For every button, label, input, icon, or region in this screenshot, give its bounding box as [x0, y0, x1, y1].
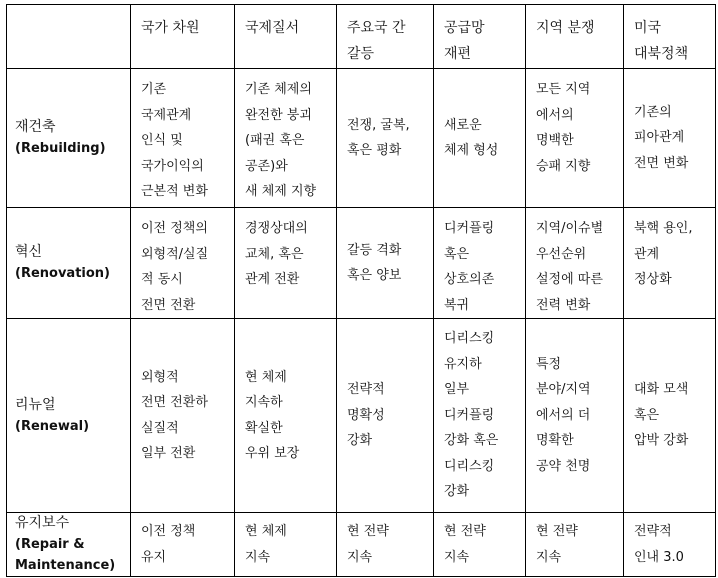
row-label-en: (Renewal) — [15, 418, 90, 434]
header-national: 국가 차원 — [131, 5, 235, 69]
row-label — [7, 513, 131, 577]
cell: 기존 국제관계 인식 및 국가이익의 근본적 변화 — [131, 69, 235, 208]
cell: 현 전략 지속 — [434, 513, 526, 577]
cell: 전략적 명확성 강화 — [337, 319, 434, 513]
header-regional-conflict: 지역 분쟁 — [526, 5, 624, 69]
cell: 대화 모색 혹은 압박 강화 — [624, 319, 716, 513]
cell: 외형적 전면 전환하 실질적 일부 전환 — [131, 319, 235, 513]
row-label-en: (Repair & Maintenance) — [15, 537, 116, 573]
table-row — [7, 69, 716, 208]
cell: 지역/이슈별 우선순위 설정에 따른 전력 변화 — [526, 208, 624, 319]
cell: 현 전략 지속 — [337, 513, 434, 577]
cell: 기존의 피아관계 전면 변화 — [624, 69, 716, 208]
policy-comparison-table — [6, 4, 716, 577]
header-us-nk-policy: 미국 대북정책 — [624, 5, 716, 69]
cell: 모든 지역 에서의 명백한 승패 지향 — [526, 69, 624, 208]
row-label-ko: 리뉴얼 — [15, 396, 56, 413]
cell: 디커플링 혹은 상호의존 복귀 — [434, 208, 526, 319]
row-label-ko: 유지보수 — [15, 515, 70, 531]
cell: 전략적 인내 3.0 — [624, 513, 716, 577]
cell: 현 체제 지속 — [235, 513, 337, 577]
row-label-ko: 재건축 — [15, 119, 56, 135]
table-row — [7, 208, 716, 319]
cell: 전쟁, 굴복, 혹은 평화 — [337, 69, 434, 208]
cell: 이전 정책 유지 — [131, 513, 235, 577]
table-row — [7, 513, 716, 577]
header-row — [7, 5, 716, 69]
cell: 기존 체제의 완전한 붕괴 (패권 혹은 공존)와 새 체제 지향 — [235, 69, 337, 208]
row-label — [7, 208, 131, 319]
row-label-en: (Rebuilding) — [15, 141, 106, 156]
cell: 특정 분야/지역 에서의 더 명확한 공약 천명 — [526, 319, 624, 513]
cell: 이전 정책의 외형적/실질 적 동시 전면 전환 — [131, 208, 235, 319]
cell: 새로운 체제 형성 — [434, 69, 526, 208]
cell: 경쟁상대의 교체, 혹은 관계 전환 — [235, 208, 337, 319]
row-label-en: (Renovation) — [15, 266, 110, 281]
table-row — [7, 319, 716, 513]
header-major-power-conflict: 주요국 간 갈등 — [337, 5, 434, 69]
row-label — [7, 69, 131, 208]
cell: 디리스킹 유지하 일부 디커플링 강화 혹은 디리스킹 강화 — [434, 319, 526, 513]
row-label — [7, 319, 131, 513]
row-label-ko: 혁신 — [15, 244, 43, 260]
header-corner — [7, 5, 131, 69]
cell: 갈등 격화 혹은 양보 — [337, 208, 434, 319]
header-supply-chain: 공급망 재편 — [434, 5, 526, 69]
cell: 북핵 용인, 관계 정상화 — [624, 208, 716, 319]
cell: 현 전략 지속 — [526, 513, 624, 577]
header-international-order: 국제질서 — [235, 5, 337, 69]
cell: 현 체제 지속하 확실한 우위 보장 — [235, 319, 337, 513]
